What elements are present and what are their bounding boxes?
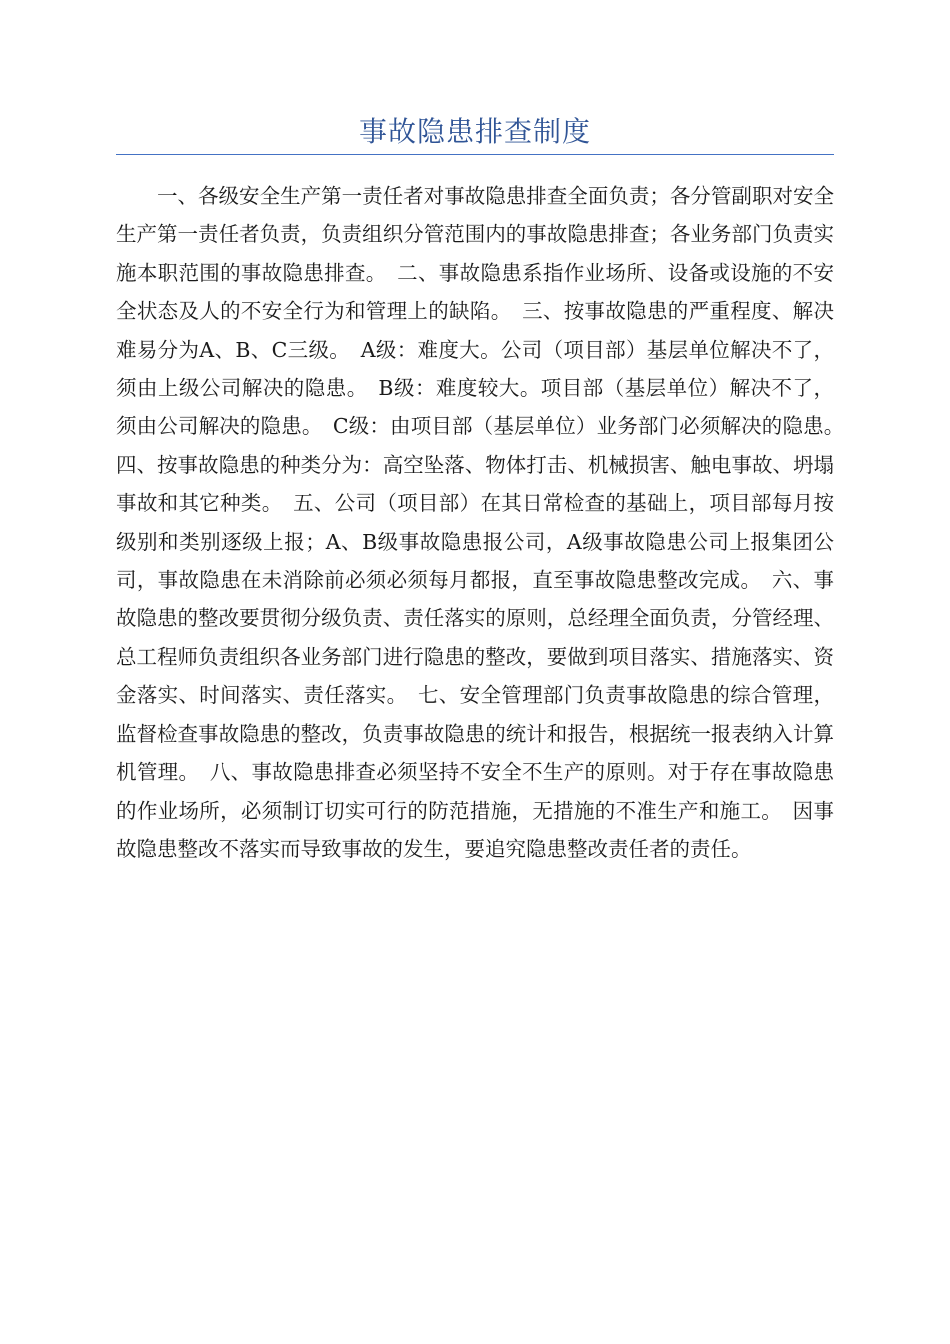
document-title: 事故隐患排查制度 <box>358 115 591 148</box>
document-body: 一、各级安全生产第一责任者对事故隐患排查全面负责；各分管副职对安全生产第一责任者负责，负责组织分管范围内的事故隐患排查；各业务部门负责实施本职范围的事故隐患排查。 二、事故隐患系指作业场所、设备或设施的不安全状态及人的不安全行为和管理上的缺陷。 三、按事故隐患的严重程度、解决难易分为A、B、C三级。 A级：难度大。公司（项目部）基层单位解决不了，须由上级公司解决的隐患。 B级：难度较大。项目部（基层单位）解决不了，须由公司解决的隐患。 C级：由项目部（基层单位）业务部门必须解决的隐患。 四、按事故隐患的种类分为：高空坠落、物体打击、机械损害、触电事故、坍塌事故和其它种类。 五、公司（项目部）在其日常检查的基础上，项目部每月按级别和类别逐级上报；A、B级事故隐患报公司，A级事故隐患公司上报集团公司，事故隐患在未消除前必须必须每月都报，直至事故隐患整改完成。 六、事故隐患的整改要贯彻分级负责、责任落实的原则，总经理全面负责，分管经理、总工程师负责组织各业务部门进行隐患的整改，要做到项目落实、措施落实、资金落实、时间落实、责任落实。 七、安全管理部门负责事故隐患的综合管理，监督检查事故隐患的整改，负责事故隐患的统计和报告，根据统一报表纳入计算机管理。 八、事故隐患排查必须坚持不安全不生产的原则。对于存在事故隐患的作业场所，必须制订切实可行的防范措施，无措施的不准生产和施工。 因事故隐患整改不落实而导致事故的发生，要追究隐患整改责任者的责任。 <box>116 184 855 861</box>
title-underline <box>116 154 834 155</box>
